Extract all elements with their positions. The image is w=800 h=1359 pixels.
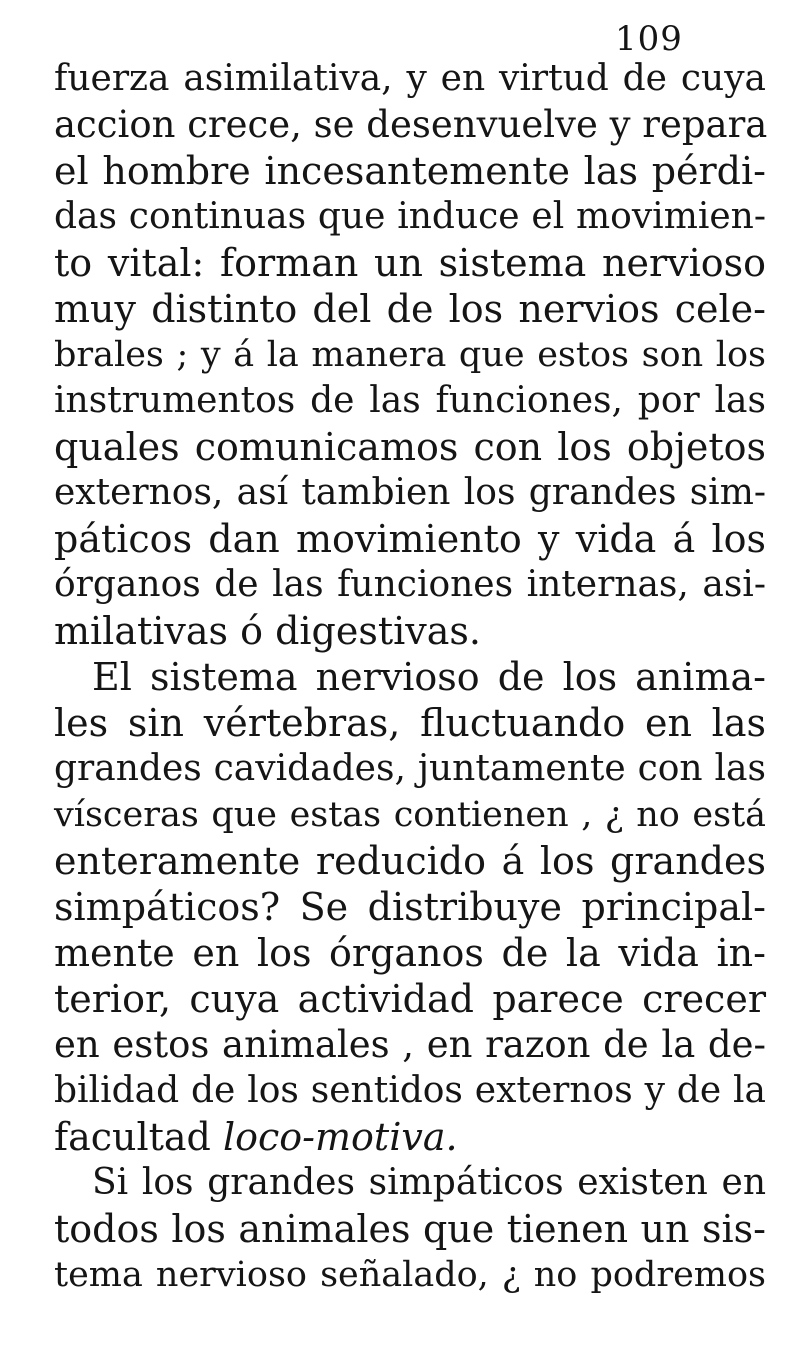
italic-term: loco-motiva. [222, 1115, 458, 1159]
text-line: todos los animales que tienen un sis- [54, 1207, 766, 1251]
text-line: grandes cavidades, juntamente con las [54, 748, 766, 789]
text-line: externos, así tambien los grandes sim- [54, 472, 766, 513]
text-line: páticos dan movimiento y vida á los [54, 517, 766, 561]
page-number: 109 [615, 19, 683, 59]
paragraph-1 [54, 56, 766, 654]
text-line: fuerza asimilativa, y en virtud de cuya [54, 58, 766, 99]
paragraph-2 [54, 654, 766, 1160]
text-line: El sistema nervioso de los anima- [92, 655, 766, 699]
text-line: bilidad de los sentidos externos y de la [54, 1070, 766, 1111]
text-line: les sin vértebras, fluctuando en las [54, 701, 766, 745]
text-line: terior, cuya actividad parece crecer [54, 977, 766, 1021]
text-line: brales ; y á la manera que estos son los [54, 335, 766, 375]
text-line: Si los grandes simpáticos existen en [92, 1162, 766, 1203]
text-line: en estos animales , en razon de la de- [54, 1023, 766, 1066]
text-line: to vital: forman un sistema nervioso [54, 241, 766, 285]
text-segment: facultad [54, 1115, 211, 1159]
text-line [54, 1114, 766, 1160]
text-line: muy distinto del de los nervios cele- [54, 287, 766, 331]
text-line: das continuas que induce el movimien- [54, 196, 766, 237]
text-line: instrumentos de las funciones, por las [54, 380, 766, 421]
text-line: accion crece, se desenvuelve y repara [54, 103, 768, 146]
text-line: enteramente reducido á los grandes [54, 839, 766, 883]
text-line: órganos de las funciones internas, asi- [54, 564, 766, 605]
text-line: milativas ó digestivas. [54, 609, 481, 653]
text-line: tema nervioso señalado, ¿ no podremos [54, 1255, 766, 1295]
paragraph-3 [54, 1160, 766, 1298]
text-line: mente en los órganos de la vida in- [54, 931, 766, 975]
text-line: el hombre incesantemente las pérdi- [54, 149, 766, 193]
text-body [54, 56, 766, 1298]
text-line: quales comunicamos con los objetos [54, 425, 766, 469]
text-line: vísceras que estas contienen , ¿ no está [54, 795, 766, 835]
text-line: simpáticos? Se distribuye principal- [54, 885, 766, 929]
